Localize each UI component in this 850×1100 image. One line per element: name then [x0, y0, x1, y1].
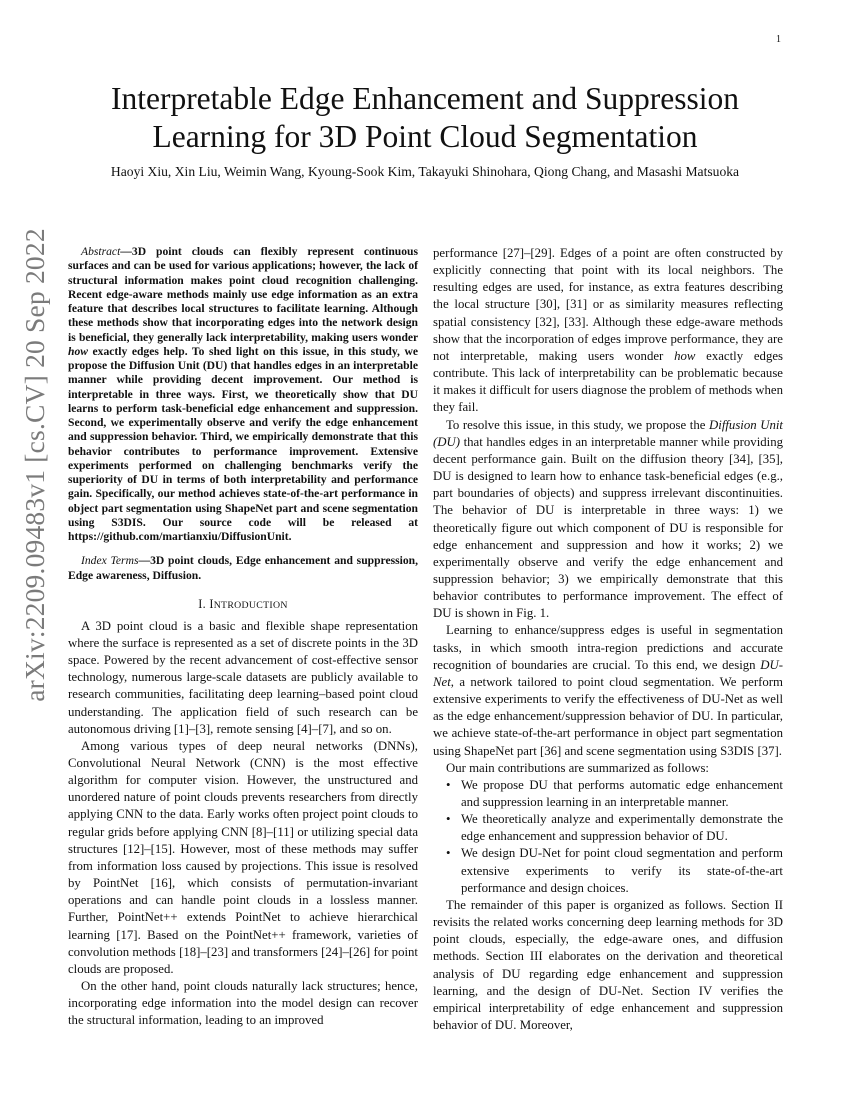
contributions-intro: Our main contributions are summarized as follows:: [446, 760, 709, 775]
page-number: 1: [776, 34, 781, 45]
abstract: [68, 245, 418, 544]
left-column: [68, 245, 418, 1030]
emphasis-how: how: [674, 348, 696, 363]
list-item-text: We propose DU that performs automatic edge enhancement and suppression learning in an interpretable manner.: [461, 777, 783, 809]
abstract-label: Abstract: [81, 245, 121, 258]
paragraph-text: , a network tailored to point cloud segmentation. We perform extensive experiments to verify the effectiveness of DU-Net as well as the edge enhancement/suppression behavior of DU. In particular, we achieve state-of-the-art performance in object part segmentation using ShapeNet part [36] and scene segmentation using S3DIS [37].: [433, 674, 783, 758]
abstract-emphasis: how: [68, 344, 88, 358]
section-heading-introduction: [68, 597, 418, 612]
emphasis-du-net: DU-Net: [433, 657, 783, 689]
emphasis-diffusion-unit: Diffusion Unit (DU): [433, 417, 783, 449]
paper-title: Interpretable Edge Enhancement and Suppression Learning for 3D Point Cloud Segmentation: [110, 81, 740, 154]
intro-paragraph-5: [433, 417, 783, 623]
paragraph-text: performance [27]–[29]. Edges of a point are often constructed by explicitly connecting that point with its local neighbors. The resulting edges are used, for instance, as extra features describing the local structure [30], [31] or as similarity measures reflecting spatial consistency [32], [33]. Although these edge-aware methods show that the incorporation of edges improve performance, they are not interpretable, making users wonder: [433, 246, 783, 363]
bullet-icon: •: [446, 846, 451, 861]
author-list: Haoyi Xiu, Xin Liu, Weimin Wang, Kyoung-Sook Kim, Takayuki Shinohara, Qiong Chang, and Masashi Matsuoka: [110, 164, 740, 179]
arxiv-stamp[interactable]: [9, 228, 61, 702]
section-title-initial: I: [209, 596, 214, 611]
arxiv-stamp-text: arXiv:2209.09483v1 [cs.CV] 20 Sep 2022: [19, 228, 50, 702]
index-terms-label: Index Terms: [81, 554, 139, 568]
index-terms-text: —3D point clouds, Edge enhancement and suppression, Edge awareness, Diffusion.: [68, 554, 419, 582]
paragraph-text: exactly edges contribute. This lack of interpretability can be problematic because it makes it difficult for users diagnose the problem of methods when they fail.: [433, 348, 784, 415]
bullet-icon: •: [446, 812, 451, 827]
section-title-rest: NTRODUCTION: [213, 599, 288, 611]
paragraph-text: Learning to enhance/suppress edges is useful in segmentation tasks, in which smooth intra-region predictions and accurate recognition of boundaries are crucial. To this end, we design: [433, 623, 783, 672]
bullet-icon: •: [446, 777, 451, 792]
right-column: [433, 245, 783, 1034]
list-item: [446, 811, 783, 845]
intro-paragraph-1: A 3D point cloud is a basic and flexible shape representation where the surface is represented as a set of discrete points in the 3D space. Powered by the recent advancement of cost-effective sensor technology, numerous large-scale datasets are publicly available to research communities, facilitating deep learning–based point cloud understanding. The application field of such research can be autonomous driving [1]–[3], remote sensing [4]–[7], and so on.: [68, 618, 418, 736]
abstract-text-b: exactly edges help. To shed light on this issue, in this study, we propose the Diffusion Unit (DU) that handles edges in an interpretable manner while providing decent improvement. Our method is interpretable in three ways. First, we theoretically show that DU learns to perform task-beneficial edge enhancement and suppression. Second, we experimentally observe and verify the edge enhancement and suppression behavior. Third, we empirically demonstrate that this behavior contributes to performance improvement. Extensive experiments performed on challenging benchmarks verify the superiority of DU in terms of both interpretability and performance gain. Specifically, our method achieves state-of-the-art performance in object part segmentation using ShapeNet part and scene segmentation using S3DIS. Our source code will be released at https://github.com/martianxiu/DiffusionUnit.: [68, 344, 418, 543]
intro-paragraph-2: Among various types of deep neural networks (DNNs), Convolutional Neural Network (CNN) is the most effective algorithm for computer vision. However, the unstructured and unordered nature of point clouds prevents researchers from directly applying CNN to the data. Early works often project point clouds to regular grids before applying CNN [8]–[11] or utilizing special data structures [12]–[15]. However, most of these methods may suffer from information loss caused by projections. This issue is resolved by PointNet [16], which consists of permutation-invariant operations and can handle point clouds in a lossless manner. Further, PointNet++ extends PointNet to achieve hierarchical learning [17]. Based on the PointNet++ framework, varieties of convolution methods [18]–[23] and transformers [24]–[26] for point clouds are proposed.: [68, 738, 418, 976]
intro-paragraph-6: [433, 622, 783, 759]
paragraph-text: that handles edges in an interpretable manner while providing decent performance gain. Built on the diffusion theory [34], [35], DU is designed to learn how to enhance task-beneficial edges (e.g., part boundaries of objects) and suppress irrelevant discontinuities. The behavior of DU is interpretable in three ways: 1) we theoretically figure out which component of DU is responsible for edge enhancement and suppression and how it works; 2) we experimentally observe and verify the edge enhancement and suppression behavior; 3) we empirically demonstrate that this behavior contributes to performance improvement. The effect of DU is shown in Fig. 1.: [433, 434, 783, 621]
list-item-text: We design DU-Net for point cloud segmentation and perform extensive experiments to verify its state-of-the-art performance and design choices.: [461, 846, 783, 895]
intro-paragraph-3: On the other hand, point clouds naturally lack structures; hence, incorporating edge information into the model design can recover the structural information, leading to an improved: [68, 979, 418, 1028]
intro-paragraph-7: The remainder of this paper is organized as follows. Section II revisits the related works concerning deep learning methods for 3D point clouds, especially, the edge-aware ones, and diffusion methods. Section III elaborates on the derivation and theoretical analysis of DU regarding edge enhancement and suppression learning, and the design of DU-Net. Section IV verifies the empirical interpretability of edge enhancement and suppression behavior of DU. Moreover,: [433, 897, 783, 1033]
list-item-text: We theoretically analyze and experimentally demonstrate the edge enhancement and suppression behavior of DU.: [461, 812, 783, 844]
intro-paragraph-4: [433, 245, 783, 417]
paragraph-text: To resolve this issue, in this study, we propose the: [446, 417, 710, 432]
index-terms: [68, 554, 418, 583]
section-numeral: I.: [198, 596, 206, 611]
list-item: [446, 777, 783, 811]
list-item: [446, 845, 783, 896]
abstract-text-a: —3D point clouds can flexibly represent continuous surfaces and can be used for various applications; however, the lack of structural information makes point cloud recognition challenging. Recent edge-aware methods mainly use edge information as an extra feature that describes local structures to facilitate learning. Although these methods show that incorporating edges into the network design is beneficial, they generally lack interpretability, making users wonder: [68, 245, 418, 344]
contributions-list: [433, 777, 783, 897]
